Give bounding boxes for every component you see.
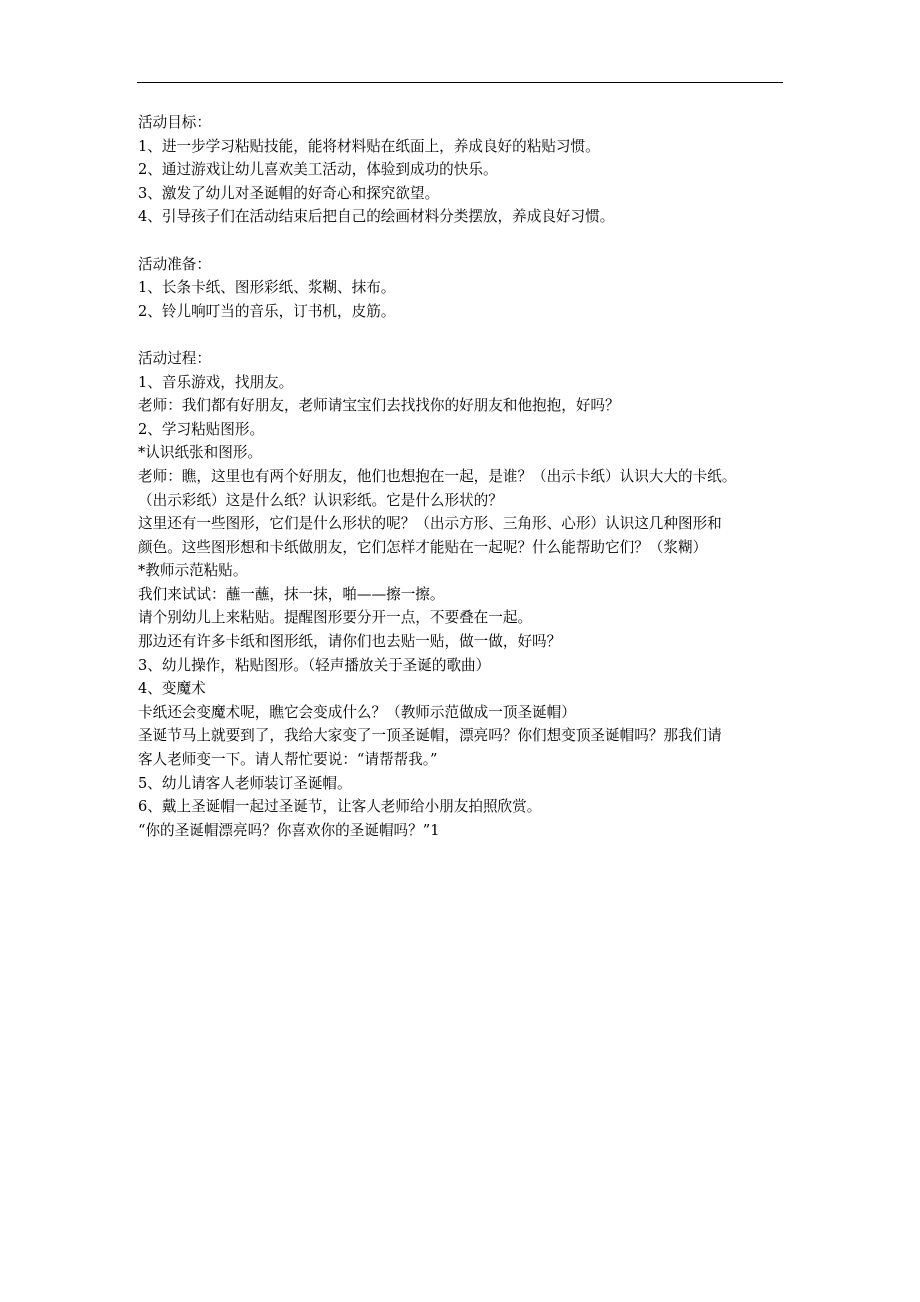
process-line: 2、学习粘贴图形。 — [138, 420, 265, 438]
blank-line — [138, 323, 798, 347]
process-line: *认识纸张和图形。 — [138, 444, 263, 462]
process-line: 这里还有一些图形，它们是什么形状的呢？（出示方形、三角形、心形）认识这几种图形和 — [138, 515, 722, 533]
section-preparation — [138, 253, 798, 324]
process-line: 3、幼儿操作，粘贴图形。（轻声播放关于圣诞的歌曲） — [138, 656, 491, 674]
process-line: 请个别幼儿上来粘贴。提醒图形要分开一点，不要叠在一起。 — [138, 609, 533, 627]
process-line: 6、戴上圣诞帽一起过圣诞节，让客人老师给小朋友拍照欣赏。 — [138, 798, 542, 816]
blank-line — [138, 229, 798, 253]
goal-item: 4、引导孩子们在活动结束后把自己的绘画材料分类摆放，养成良好习惯。 — [138, 208, 615, 226]
process-line: 圣诞节马上就要到了，我给大家变了一顶圣诞帽，漂亮吗？你们想变顶圣诞帽吗？那我们请 — [138, 727, 722, 745]
section-heading: 活动过程： — [138, 349, 211, 367]
process-line: 1、音乐游戏，找朋友。 — [138, 373, 294, 391]
process-line: 5、幼儿请客人老师装订圣诞帽。 — [138, 774, 352, 792]
preparation-item: 1、长条卡纸、图形彩纸、浆糊、抹布。 — [138, 279, 396, 297]
process-line: 4、变魔术 — [138, 680, 206, 698]
section-heading: 活动准备： — [138, 255, 211, 273]
process-line: （出示彩纸）这是什么纸？认识彩纸。它是什么形状的？ — [138, 491, 503, 509]
process-line: 客人老师变一下。请人帮忙要说：“请帮帮我。” — [138, 751, 438, 769]
process-line: “你的圣诞帽漂亮吗？你喜欢你的圣诞帽吗？”1 — [138, 821, 440, 839]
process-line: 那边还有许多卡纸和图形纸，请你们也去贴一贴，做一做，好吗？ — [138, 633, 562, 651]
document-body — [138, 111, 798, 842]
goal-item: 2、通过游戏让幼儿喜欢美工活动，体验到成功的快乐。 — [138, 161, 498, 179]
process-line: 颜色。这些图形想和卡纸做朋友，它们怎样才能贴在一起呢？什么能帮助它们？（浆糊） — [138, 538, 708, 556]
process-line: 卡纸还会变魔术呢，瞧它会变成什么？（教师示范做成一顶圣诞帽） — [138, 703, 576, 721]
goal-item: 3、激发了幼儿对圣诞帽的好奇心和探究欲望。 — [138, 184, 440, 202]
process-line: *教师示范粘贴。 — [138, 562, 248, 580]
section-process — [138, 347, 798, 842]
process-line: 老师：我们都有好朋友，老师请宝宝们去找找你的好朋友和他抱抱，好吗？ — [138, 397, 620, 415]
header-rule — [137, 82, 783, 83]
section-goals — [138, 111, 798, 229]
process-line: 老师：瞧，这里也有两个好朋友，他们也想抱在一起，是谁？（出示卡纸）认识大大的卡纸。 — [138, 467, 737, 485]
preparation-item: 2、铃儿响叮当的音乐，订书机，皮筋。 — [138, 302, 396, 320]
goal-item: 1、进一步学习粘贴技能，能将材料贴在纸面上，养成良好的粘贴习惯。 — [138, 137, 600, 155]
process-line: 我们来试试：蘸一蘸，抹一抹，啪——擦一擦。 — [138, 585, 445, 603]
section-heading: 活动目标： — [138, 114, 211, 131]
